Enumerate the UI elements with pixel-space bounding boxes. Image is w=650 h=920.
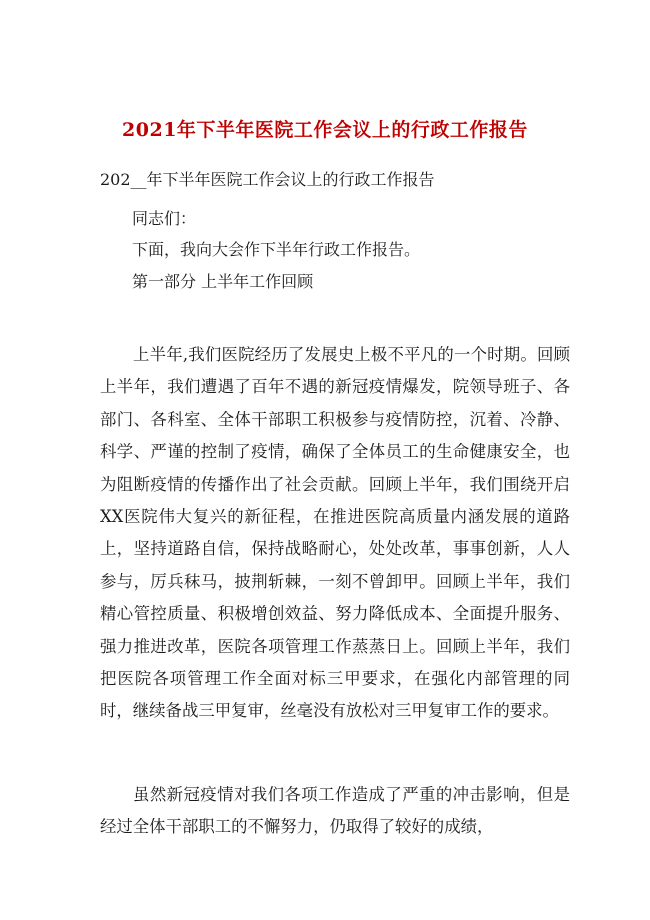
greeting: 同志们： [132, 209, 197, 228]
document-title: 2021年下半年医院工作会议上的行政工作报告 [122, 119, 528, 141]
document-subtitle: 202__年下半年医院工作会议上的行政工作报告 [100, 170, 435, 189]
intro-line: 下面，我向大会作下半年行政工作报告。 [132, 240, 421, 259]
body-paragraph-1: 上半年,我们医院经历了发展史上极不平凡的一个时期。回顾上半年，我们遭遇了百年不遇的新冠疫情爆发，院领导班子、各部门、各科室、全体干部职工积极参与疫情防控，沉着、冷静、科学、严谨的控制了疫情，确保了全体员工的生命健康安全，也为阻断疫情的传播作出了社会贡献。回顾上半年，我们围绕开启XX医院伟大复兴的新征程，在推进医院高质量内涵发展的道路上，坚持道路自信，保持战略耐心，处处改革，事事创新，人人参与，厉兵秣马，披荆斩棘，一刻不曾卸甲。回顾上半年，我们精心管控质量、积极增创效益、努力降低成本、全面提升服务、强力推进改革，医院各项管理工作蒸蒸日上。回顾上半年，我们把医院各项管理工作全面对标三甲要求，在强化内部管理的同时，继续备战三甲复审，丝毫没有放松对三甲复审工作的要求。 [100, 345, 570, 721]
body-paragraph-2: 虽然新冠疫情对我们各项工作造成了严重的冲击影响，但是经过全体干部职工的不懈努力，仍取得了较好的成绩， [100, 785, 570, 837]
section-heading: 第一部分 上半年工作回顾 [132, 272, 314, 291]
